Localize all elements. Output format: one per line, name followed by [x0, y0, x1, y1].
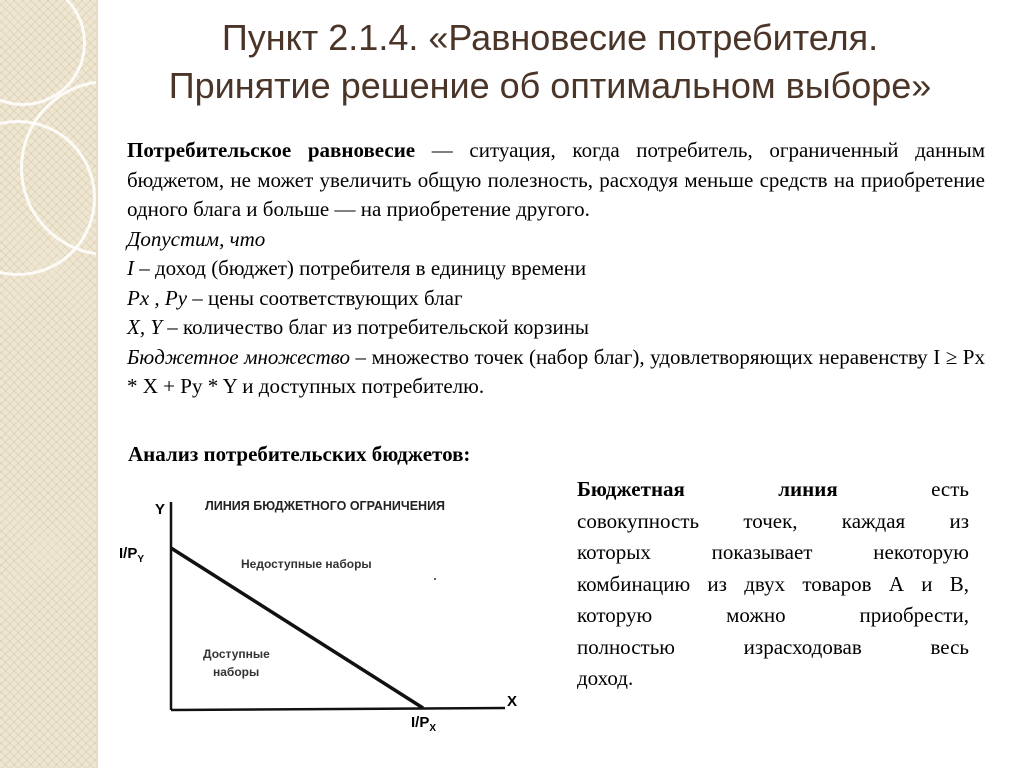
y-axis-label: Y	[155, 501, 166, 518]
side-line: которую можно приобрести,	[577, 603, 969, 627]
item-text: – количество благ из потребительской корзины	[162, 315, 590, 339]
side-term-word-2: линия	[778, 477, 838, 501]
x-axis-label: X	[507, 693, 518, 710]
side-rest: есть	[837, 477, 969, 501]
item-text: – доход (бюджет) потребителя в единицу времени	[134, 256, 587, 280]
title-line-1: Пункт 2.1.4. «Равновесие потребителя.	[221, 17, 879, 58]
side-term-word-1: Бюджетная	[577, 477, 685, 501]
available-label-2: наборы	[213, 665, 260, 679]
definition-text: — ситуация, когда потребитель, ограниченный данным бюджетом, не может увеличить общую полезность, расходуя меньше средств на приобретение одного блага и больше — на приобретение другого.	[127, 138, 985, 221]
main-text	[127, 136, 985, 402]
side-line: комбинацию из двух товаров А и В,	[577, 571, 969, 596]
slide-title	[110, 14, 990, 110]
side-line: полностью израсходовав весь	[577, 634, 969, 659]
assume-line: Допустим, что	[127, 226, 266, 251]
strip-edge	[96, 0, 98, 768]
title-line-2: Принятие решение об оптимальном выборе»	[168, 65, 932, 106]
definition-paragraph	[127, 136, 985, 225]
item-var: I	[127, 256, 134, 280]
budget-set-paragraph	[127, 343, 985, 402]
budget-constraint-figure	[105, 484, 545, 744]
item-var: X, Y	[127, 315, 163, 339]
item-quantities	[127, 313, 985, 343]
figure-title: ЛИНИЯ БЮДЖЕТНОГО ОГРАНИЧЕНИЯ	[205, 499, 446, 513]
side-line: которых показывает некоторую	[577, 540, 969, 564]
y-intercept-label: $I/P_Y$	[119, 545, 145, 565]
definition-term: Потребительское равновесие	[127, 138, 416, 162]
stray-dot	[434, 578, 436, 580]
item-text: – цены соответствующих благ	[187, 285, 463, 310]
available-label-1: Доступные	[203, 647, 270, 661]
side-first-line	[577, 474, 969, 506]
budget-set-term: Бюджетное множество	[127, 344, 350, 369]
budget-set-text: – множество точек (набор благ), удовлетворяющих неравенству I ≥ Px * X + Py * Y и доступных потребителю.	[127, 344, 985, 398]
side-line: совокупность точек, каждая из	[577, 508, 969, 533]
x-axis-line	[171, 708, 505, 710]
unavailable-label: Недоступные наборы	[241, 557, 372, 571]
decorative-left-strip	[0, 0, 96, 768]
item-var: Px , Py	[127, 285, 188, 310]
budget-line-definition	[577, 474, 969, 695]
side-last-line: доход.	[577, 666, 634, 690]
budget-line	[171, 548, 423, 708]
item-prices	[127, 284, 985, 314]
item-income	[127, 254, 985, 284]
x-intercept-label: $I/P_X$	[411, 714, 437, 734]
analysis-heading: Анализ потребительских бюджетов:	[128, 442, 471, 466]
